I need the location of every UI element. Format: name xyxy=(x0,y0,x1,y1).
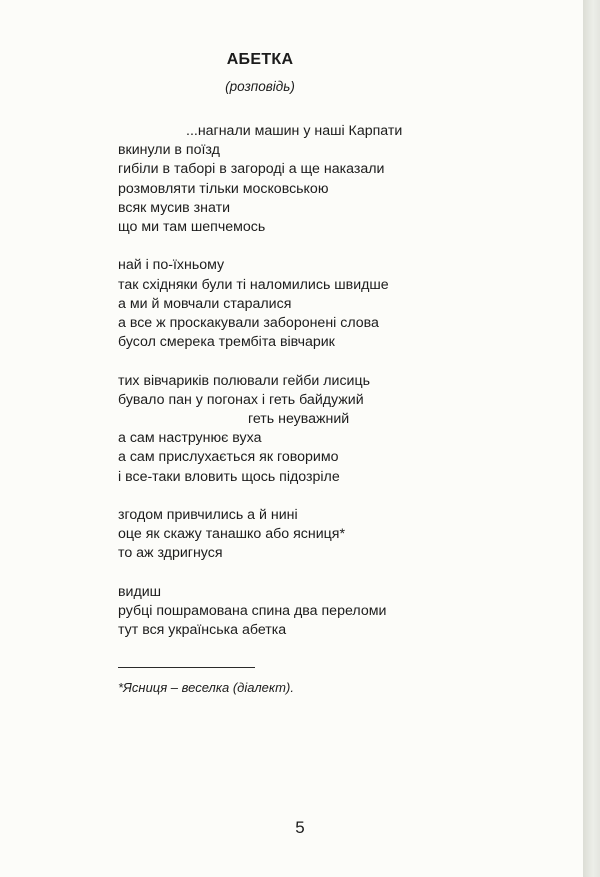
poem-line: всяк мусив знати xyxy=(118,199,230,216)
poem-line: тих вівчариків полювали гейби лисиць xyxy=(118,372,370,389)
poem-line: тут вся українська абетка xyxy=(118,622,287,639)
poem-line: і все-таки вловить щось підозріле xyxy=(118,468,340,485)
stanza-5 xyxy=(118,583,402,641)
poem-line: що ми там шепчемось xyxy=(118,219,266,236)
poem-line: так східняки були ті наломились швидше xyxy=(118,276,389,293)
poem-line: бусол смерека трембіта вівчарик xyxy=(118,334,335,351)
poem-line: най і по-їхньому xyxy=(118,257,225,274)
poem-line: а сам наструнює вуха xyxy=(118,430,262,447)
poem-line: то аж здригнуся xyxy=(118,545,223,562)
poem-line: видиш xyxy=(118,583,162,600)
poem-subtitle: (розповідь) xyxy=(225,79,295,94)
stanza-2 xyxy=(118,256,402,352)
poem-body xyxy=(118,122,402,660)
poem-line: згодом привчились а й нині xyxy=(118,507,298,524)
poem-line: а ми й мовчали старалися xyxy=(118,295,292,312)
poem-line: розмовляти тільки московською xyxy=(118,180,329,197)
stanza-1 xyxy=(118,122,402,237)
poem-title: АБЕТКА xyxy=(226,51,294,68)
poem-line: рубці пошрамована спина два переломи xyxy=(118,603,387,620)
poem-line: бувало пан у погонах і геть байдужий xyxy=(118,391,364,408)
poem-line: геть неуважний xyxy=(248,411,350,428)
poem-line: оце як скажу танашко або ясниця* xyxy=(118,526,345,543)
stanza-4 xyxy=(118,506,402,564)
poem-line: а все ж проскакували заборонені слова xyxy=(118,315,379,332)
stanza-3 xyxy=(118,372,402,487)
page-edge xyxy=(583,0,600,877)
page-number: 5 xyxy=(295,818,305,837)
footnote: *Ясниця – веселка (діалект). xyxy=(118,680,294,695)
poem-line: а сам прислухається як говоримо xyxy=(118,449,339,466)
poem-line: ...нагнали машин у наші Карпати xyxy=(186,123,403,139)
poem-line: вкинули в поїзд xyxy=(118,142,220,159)
poem-line: гибіли в таборі в загороді а ще наказали xyxy=(118,161,385,178)
footnote-divider xyxy=(118,667,255,668)
